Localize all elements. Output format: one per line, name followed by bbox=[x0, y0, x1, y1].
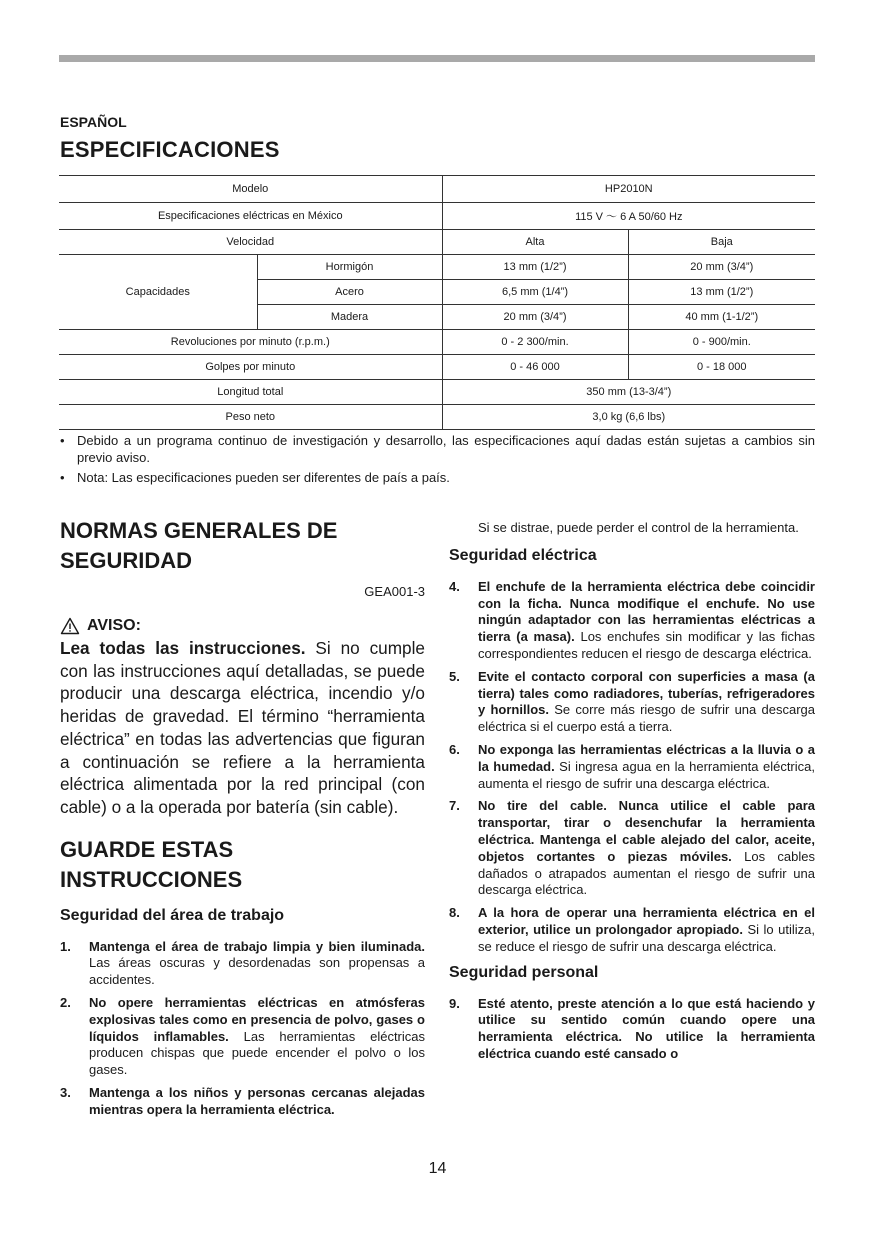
table-row bbox=[59, 176, 815, 203]
table-cell: Baja bbox=[628, 230, 815, 255]
electrical-safety-heading: Seguridad eléctrica bbox=[449, 546, 597, 564]
item-text: Las herramientas eléctricas producen chispas que puede encender el polvo o los gases. bbox=[89, 1028, 425, 1078]
item-text: Si lo utiliza, se reduce el riesgo de sufrir una descarga eléctrica. bbox=[478, 921, 815, 954]
table-cell: 0 - 18 000 bbox=[628, 355, 815, 380]
item-text: Los enchufes sin modificar y las fichas correspondientes reducen el riesgo de descarga eléctrica. bbox=[478, 629, 815, 661]
page-number: 14 bbox=[428, 1160, 447, 1177]
table-row bbox=[59, 330, 815, 355]
item-number: 7. bbox=[449, 798, 460, 814]
list-item bbox=[60, 1085, 425, 1119]
table-cell: Revoluciones por minuto (r.p.m.) bbox=[59, 330, 442, 355]
safety-title-line1: NORMAS GENERALES DE bbox=[60, 518, 338, 543]
left-column bbox=[60, 516, 425, 1125]
warning-heading bbox=[60, 617, 425, 635]
table-cell: Modelo bbox=[59, 176, 442, 203]
table-cell: 40 mm (1-1/2”) bbox=[628, 305, 815, 330]
item-bold: Evite el contacto corporal con superficies a masa (a tierra) tales como radiadores, tuberías, refrigeradores y hornillos. bbox=[478, 668, 815, 718]
table-cell: 13 mm (1/2”) bbox=[442, 255, 628, 280]
list-item bbox=[60, 939, 425, 989]
table-row bbox=[59, 203, 815, 230]
table-cell: 3,0 kg (6,6 lbs) bbox=[442, 405, 815, 430]
item-bold: A la hora de operar una herramienta eléctrica en el exterior, utilice un prolongador apropiado. bbox=[478, 905, 815, 937]
list-item bbox=[449, 798, 815, 899]
warning-bold: Lea todas las instrucciones. bbox=[60, 638, 306, 658]
item-bold: El enchufe de la herramienta eléctrica debe coincidir con la ficha. Nunca modifique el enchufe. No use ningún adaptador con las herramientas eléctricas a tierra (a masa). bbox=[478, 578, 815, 645]
list-item bbox=[449, 905, 815, 955]
table-cell: 20 mm (3/4”) bbox=[442, 305, 628, 330]
electrical-safety-list bbox=[449, 579, 815, 956]
warning-text bbox=[60, 637, 425, 819]
safety-title-line2: SEGURIDAD bbox=[60, 548, 193, 573]
item-number: 1. bbox=[60, 938, 71, 954]
table-cell: 350 mm (13-3/4”) bbox=[442, 380, 815, 405]
bullet: • bbox=[60, 470, 65, 485]
warning-body: Si no cumple con las instrucciones aquí detalladas, se puede producir una descarga eléctrica, incendio y/o heridas de gravedad. El término “herramienta eléctrica” en todas las advertencias que figuran a continuación se refiere a la herramienta eléctrica alimentada por la red principal (con cable) o a la operada por batería (sin cable). bbox=[60, 638, 425, 817]
item-text: Si ingresa agua en la herramienta eléctrica, aumenta el riesgo de sufrir una descarga eléctrica. bbox=[478, 758, 815, 791]
item-bold: Mantenga a los niños y personas cercanas alejadas mientras opera la herramienta eléctrica. bbox=[89, 1085, 425, 1117]
keep-instructions-title bbox=[60, 835, 425, 895]
keep-title-line1: GUARDE ESTAS bbox=[60, 836, 234, 862]
table-row bbox=[59, 355, 815, 380]
document-code: GEA001-3 bbox=[364, 584, 425, 599]
table-cell: HP2010N bbox=[442, 176, 815, 203]
item-number: 4. bbox=[449, 578, 460, 594]
note-text: Nota: Las especificaciones pueden ser diferentes de país a país. bbox=[77, 470, 450, 485]
table-cell: 0 - 46 000 bbox=[442, 355, 628, 380]
safety-title bbox=[60, 516, 425, 576]
item-number: 9. bbox=[449, 995, 460, 1011]
personal-safety-list bbox=[449, 996, 815, 1063]
table-cell: Longitud total bbox=[59, 380, 442, 405]
item-text: Los cables dañados o atrapados aumentan el riesgo de sufrir una descarga eléctrica. bbox=[478, 848, 816, 898]
item-text: Se corre más riesgo de sufrir una descarga eléctrica si el cuerpo está a tierra. bbox=[478, 702, 815, 735]
item-bold: No opere herramientas eléctricas en atmósferas explosivas tales como en presencia de polvo, gases o líquidos inflamables. bbox=[89, 995, 425, 1044]
list-item bbox=[60, 995, 425, 1079]
table-row bbox=[59, 255, 815, 280]
table-cell: 20 mm (3/4”) bbox=[628, 255, 815, 280]
table-cell: 0 - 900/min. bbox=[628, 330, 815, 355]
personal-safety-heading: Seguridad personal bbox=[449, 963, 599, 981]
item-bold: No exponga las herramientas eléctricas a la lluvia o a la humedad. bbox=[478, 741, 815, 774]
note-text: Debido a un programa continuo de investigación y desarrollo, las especificaciones aquí dadas están sujetas a cambios sin previo aviso. bbox=[77, 433, 815, 465]
table-cell: 0 - 2 300/min. bbox=[442, 330, 628, 355]
table-cell: Golpes por minuto bbox=[59, 355, 442, 380]
list-item bbox=[449, 669, 815, 736]
table-cell: Hormigón bbox=[257, 255, 442, 280]
list-item bbox=[60, 469, 815, 486]
item-text: Las áreas oscuras y desordenadas son propensas a accidentes. bbox=[89, 955, 425, 988]
language-label: ESPAÑOL bbox=[60, 114, 127, 130]
table-row bbox=[59, 380, 815, 405]
warning-title: AVISO: bbox=[87, 617, 141, 634]
table-cell: 6,5 mm (1/4”) bbox=[442, 280, 628, 305]
specifications-title: ESPECIFICACIONES bbox=[60, 137, 280, 162]
table-row bbox=[59, 230, 815, 255]
work-area-list bbox=[60, 939, 425, 1119]
continued-text: Si se distrae, puede perder el control de la herramienta. bbox=[478, 520, 799, 535]
list-item bbox=[449, 742, 815, 792]
table-cell: 13 mm (1/2”) bbox=[628, 280, 815, 305]
top-rule bbox=[59, 55, 815, 62]
keep-title-line2: INSTRUCCIONES bbox=[60, 866, 243, 892]
item-number: 3. bbox=[60, 1085, 71, 1100]
table-cell: Capacidades bbox=[59, 255, 257, 330]
specifications-table bbox=[59, 175, 815, 430]
list-item bbox=[449, 579, 815, 663]
item-bold: Mantenga el área de trabajo limpia y bien iluminada. bbox=[89, 938, 425, 954]
work-area-heading: Seguridad del área de trabajo bbox=[60, 906, 285, 924]
warning-triangle-icon bbox=[60, 617, 80, 635]
bullet: • bbox=[60, 433, 65, 448]
item-number: 6. bbox=[449, 741, 460, 757]
specification-notes bbox=[60, 432, 815, 489]
table-cell: Velocidad bbox=[59, 230, 442, 255]
table-cell: Especificaciones eléctricas en México bbox=[59, 203, 442, 230]
table-cell: Acero bbox=[257, 280, 442, 305]
table-row bbox=[59, 405, 815, 430]
table-cell: 115 V ～ 6 A 50/60 Hz bbox=[442, 203, 815, 230]
list-item bbox=[449, 996, 815, 1063]
item-number: 8. bbox=[449, 905, 460, 921]
list-item bbox=[60, 432, 815, 466]
table-cell: Alta bbox=[442, 230, 628, 255]
item-bold: Esté atento, preste atención a lo que está haciendo y utilice su sentido común cuando opere una herramienta eléctrica. No utilice la herramienta eléctrica cuando esté cansado o bbox=[478, 995, 815, 1061]
item-number: 2. bbox=[60, 995, 71, 1011]
item-bold: No tire del cable. Nunca utilice el cable para transportar, tirar o desenchufar la herramienta eléctrica. Mantenga el cable alejado del calor, aceite, objetos cortantes o piezas móviles. bbox=[478, 798, 815, 864]
table-cell: Peso neto bbox=[59, 405, 442, 430]
right-column bbox=[449, 520, 815, 1069]
table-cell: Madera bbox=[257, 305, 442, 330]
item-number: 5. bbox=[449, 668, 460, 684]
